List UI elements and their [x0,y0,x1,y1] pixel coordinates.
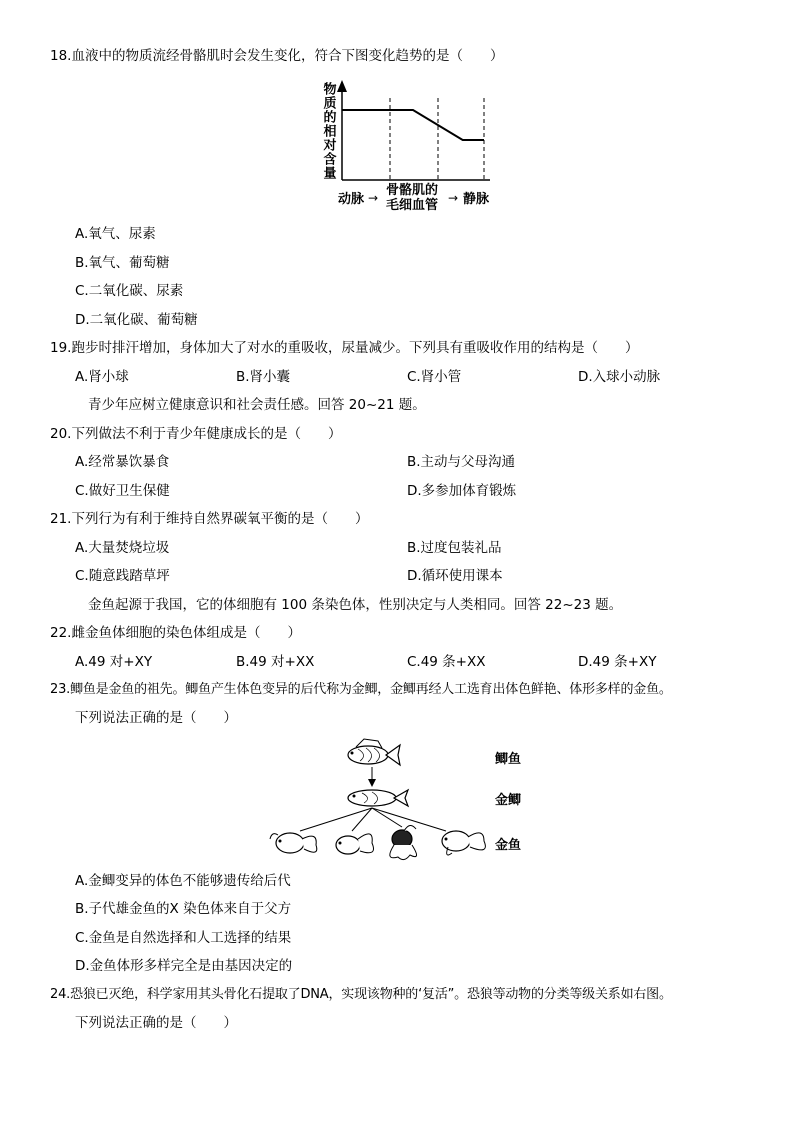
q20-option-b: B.主动与父母沟通 [407,454,516,470]
arrow-to-goldfish-3 [372,808,402,827]
q19-stem: 19.跑步时排汗增加，身体加大了对水的重吸收，尿量减少。下列具有重吸收作用的结构是（ ） [50,340,639,356]
x-label-artery: 动脉 [338,192,365,207]
q20-option-a: A.经常暴饮暴食 [75,454,170,470]
q22-option-d: D.49 条+XY [578,654,657,670]
goldfish-4-icon [442,831,485,855]
x-label-capillary-line2: 毛细血管 [386,198,439,213]
q21-stem: 21.下列行为有利于维持自然界碳氧平衡的是（ ） [50,511,369,527]
q18-option-c: C.二氧化碳、尿素 [75,283,184,299]
q18-option-b: B.氧气、葡萄糖 [75,255,170,271]
q19-option-d: D.入球小动脉 [578,369,661,385]
q23-option-c: C.金鱼是自然选择和人工选择的结果 [75,930,292,946]
q22-stem: 22.雌金鱼体细胞的染色体组成是（ ） [50,625,301,641]
label-golden-crucian-carp: 金鲫 [495,793,522,808]
x-arrow-2-icon: → [448,191,459,205]
q18-option-d: D.二氧化碳、葡萄糖 [75,312,198,328]
q23-option-d: D.金鱼体形多样完全是由基因决定的 [75,958,293,974]
q23-option-a: A.金鲫变异的体色不能够遗传给后代 [75,873,291,889]
q21-option-a: A.大量焚烧垃圾 [75,540,170,556]
goldfish-1-icon [270,833,317,853]
label-crucian-carp: 鲫鱼 [495,752,522,767]
q22-option-c: C.49 条+XX [407,654,486,670]
goldfish-2-icon [336,834,374,854]
intro-22-23: 金鱼起源于我国，它的体细胞有 100 条染色体，性别决定与人类相同。回答 22~23 题。 [88,597,623,613]
q20-option-d: D.多参加体育锻炼 [407,483,517,499]
q18-option-a: A.氧气、尿素 [75,226,156,242]
arrow-head-1-icon [368,779,376,787]
q18-stem: 18.血液中的物质流经骨骼肌时会发生变化，符合下图变化趋势的是（ ） [50,48,504,64]
q19-option-a: A.肾小球 [75,369,129,385]
q23-option-b: B.子代雄金鱼的X 染色体来自于父方 [75,901,292,917]
q23-stem-line2: 下列说法正确的是（ ） [75,710,237,726]
golden-crucian-carp-icon [348,790,408,806]
q23-stem-line1: 23.鲫鱼是金鱼的祖先。鲫鱼产生体色变异的后代称为金鲫，金鲫再经人工选育出体色鲜艳、体形多样的金鱼。 [50,682,672,697]
intro-20-21: 青少年应树立健康意识和社会责任感。回答 20~21 题。 [88,397,426,413]
q20-stem: 20.下列做法不利于青少年健康成长的是（ ） [50,426,342,442]
x-arrow-1-icon: → [368,191,379,205]
q22-option-a: A.49 对+XY [75,654,153,670]
q24-stem-line2: 下列说法正确的是（ ） [75,1015,237,1031]
q21-option-c: C.随意践踏草坪 [75,568,170,584]
q23-fish-figure [0,735,793,865]
q21-option-b: B.过度包装礼品 [407,540,502,556]
q24-stem-line1: 24.恐狼已灭绝，科学家用其头骨化石提取了DNA，实现该物种的‘复活”。恐狼等动物的分类等级关系如右图。 [50,987,672,1002]
crucian-carp-icon [348,739,400,765]
q19-option-b: B.肾小囊 [236,369,291,385]
label-goldfish: 金鱼 [495,838,522,853]
x-label-capillary-line1: 骨骼肌的 [386,183,439,198]
q22-option-b: B.49 对+XX [236,654,315,670]
q21-option-d: D.循环使用课本 [407,568,503,584]
goldfish-3-icon [390,825,417,859]
x-label-vein: 静脉 [463,192,490,207]
arrow-to-goldfish-1 [300,808,372,831]
y-axis-arrow-icon [337,80,347,92]
q20-option-c: C.做好卫生保健 [75,483,170,499]
q19-option-c: C.肾小管 [407,369,462,385]
y-axis-label: 物质的相对含量 [320,82,336,180]
data-series-line [342,110,484,140]
